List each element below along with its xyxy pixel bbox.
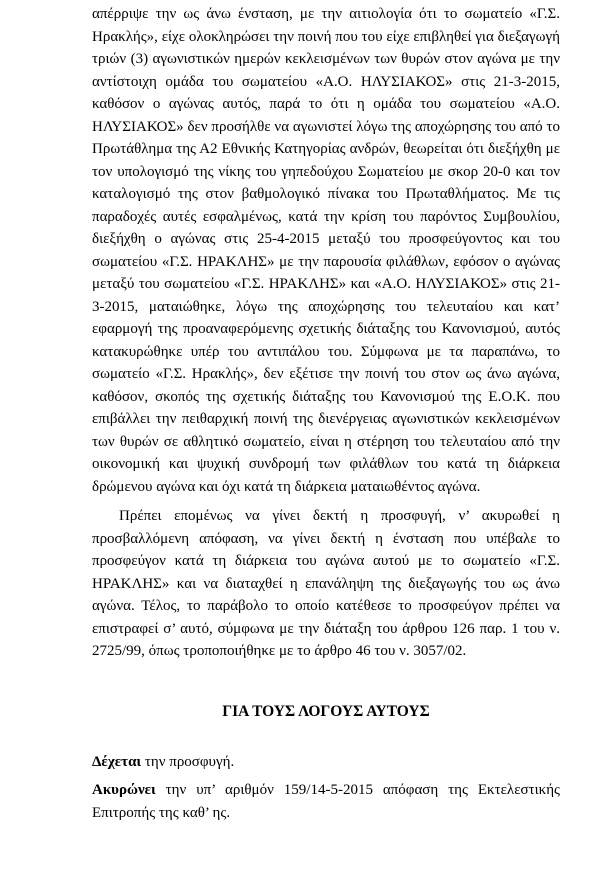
section-heading: ΓΙΑ ΤΟΥΣ ΛΟΓΟΥΣ ΑΥΤΟΥΣ — [222, 702, 430, 720]
decision-annul — [92, 779, 560, 824]
decision-annul-text: την υπ’ αριθμόν 159/14-5-2015 απόφαση της Εκτελεστικής Επιτροπής της καθ’ ης. — [92, 782, 560, 821]
body-paragraph-1: απέρριψε την ως άνω ένσταση, με την αιτιολογία ότι το σωματείο «Γ.Σ. Ηρακλής», είχε ολοκληρώσει την ποινή που του είχε επιβληθεί για διεξαγωγή τριών (3) αγωνιστικών ημερών κεκλεισμένων των θυρών στον αγώνα με την αντίστοιχη ομάδα του σωματείου «Α.Ο. ΗΛΥΣΙΑΚΟΣ» στις 21-3-2015, καθόσον ο αγώνας αυτός, παρά το ότι η ομάδα του σωματείου «Α.Ο. ΗΛΥΣΙΑΚΟΣ» δεν προσήλθε να αγωνιστεί λόγω της αποχώρησης του από το Πρωτάθλημα της Α2 Εθνικής Κατηγορίας ανδρών, θεωρείται ότι διεξήχθη με τον υπολογισμό της νίκης του γηπεδούχου Σωματείου με σκορ 20-0 και τον καταλογισμό της στον βαθμολογικό πίνακα του Πρωταθλήματος. Με τις παραδοχές αυτές εσφαλμένως, κατά την κρίση του παρόντος Συμβουλίου, διεξήχθη ο αγώνας στις 25-4-2015 μεταξύ του προσφεύγοντος και του σωματείου «Γ.Σ. ΗΡΑΚΛΗΣ» με την παρουσία φιλάθλων, εφόσον ο αγώνας μεταξύ του σωματείου «Γ.Σ. ΗΡΑΚΛΗΣ» και «Α.Ο. ΗΛΥΣΙΑΚΟΣ» στις 21-3-2015, ματαιώθηκε, λόγω της αποχώρησης του τελευταίου και κατ’ εφαρμογή της προαναφερόμενης σχετικής διάταξης του Κανονισμού, αυτός κατακυρώθηκε υπέρ του αντιπάλου του. Σύμφωνα με τα παραπάνω, το σωματείο «Γ.Σ. Ηρακλής», δεν εξέτισε την ποινή του στον ως άνω αγώνα, καθόσον, σκοπός της σχετικής διάταξης του Κανονισμού της Ε.Ο.Κ. που επιβάλλει την πειθαρχική ποινή της διενέργειας αγωνιστικών κεκλεισμένων των θυρών σε αθλητικό σωματείο, είναι η στέρηση του τελευταίου από την οικονομική και ψυχική συνδρομή των φιλάθλων του κατά τη διάρκεια δρώμενου αγώνα και όχι κατά τη διάρκεια ματαιωθέντος αγώνα. — [92, 6, 560, 495]
document-page — [92, 0, 560, 824]
decision-accept-text: την προσφυγή. — [141, 753, 235, 770]
decision-accept-keyword: Δέχεται — [92, 753, 142, 770]
decision-annul-keyword: Ακυρώνει — [92, 782, 156, 798]
decision-accept — [92, 751, 560, 774]
body-paragraph-2: Πρέπει επομένως να γίνει δεκτή η προσφυγή, ν’ ακυρωθεί η προσβαλλόμενη απόφαση, να γίνει δεκτή η ένσταση που υπέβαλε το προσφεύγον κατά τη διάρκεια του αγώνα αυτού με το σωματείο «Γ.Σ. ΗΡΑΚΛΗΣ» και να διαταχθεί η επανάληψη της διεξαγωγής του ως άνω αγώνα. Τέλος, το παράβολο το οποίο κατέθεσε το προσφεύγον πρέπει να επιστραφεί σ’ αυτό, σύμφωνα με την διάταξη του άρθρου 126 παρ. 1 του ν. 2725/99, όπως τροποποιήθηκε με το άρθρο 46 του ν. 3057/02. — [92, 508, 560, 659]
